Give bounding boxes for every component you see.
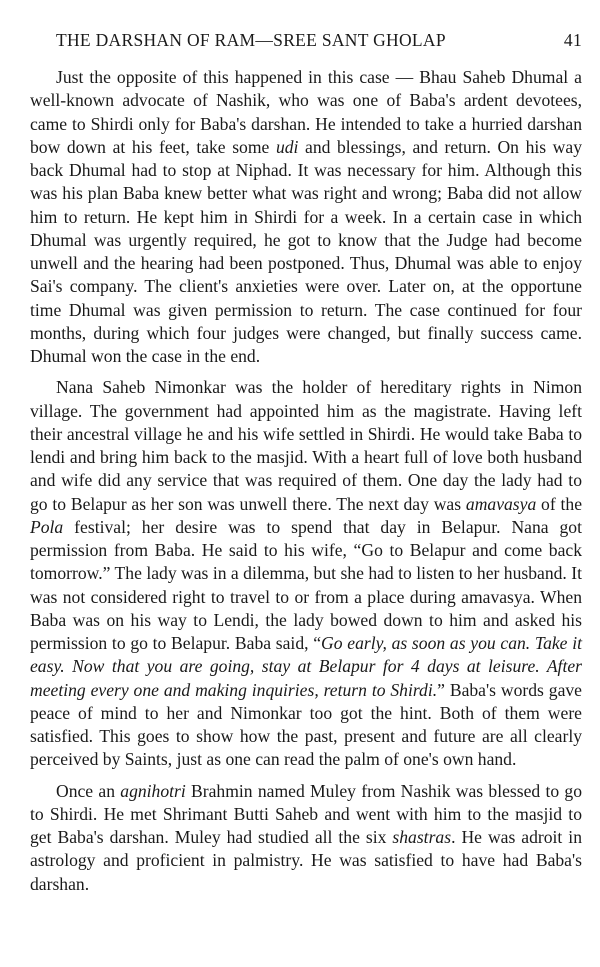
paragraph-muley: Once an agnihotri Brahmin named Muley from Nashik was blessed to go to Shirdi. He met Shrimant Butti Saheb and went with him to the masjid to get Baba's darshan. Muley had studied all the six shastras. He was adroit in astrology and proficient in palmistry. He was satisfied to have had Baba's darshan.	[30, 780, 583, 894]
book-page	[30, 30, 582, 904]
running-header	[30, 30, 582, 56]
page-number: 41	[563, 30, 582, 50]
paragraph-nimonkar: Nana Saheb Nimonkar was the holder of hereditary rights in Nimon village. The government had appointed him as the magistrate. Having left their ancestral village he and his wife settled in Shirdi. He would take Baba to lendi and bring him back to the masjid. With a heart full of love both husband and wife did any service that was required of them. One day the lady had to go to Belapur as her son was unwell there. The next day was amavasya of the Pola festival; her desire was to spend that day in Belapur. Nana got permission from Baba. He said to his wife, “Go to Belapur and come back tomorrow.” The lady was in a dilemma, but she had to listen to her husband. It was not considered right to travel to or from a place during amavasya. When Baba was on his way to Lendi, the lady bowed down to him and asked his permission to go to Belapur. Baba said, “Go early, as soon as you can. Take it easy. Now that you are going, stay at Belapur for 4 days at leisure. After meeting every one and making inquiries, return to Shirdi.” Baba's words gave peace of mind to her and Nimonkar too got the hint. Both of them were satisfied. This goes to show how the past, present and future are all clearly perceived by Saints, just as one can read the palm of one's own hand.	[30, 377, 583, 770]
paragraph-dhumal: Just the opposite of this happened in this case — Bhau Saheb Dhumal a well-known advocate of Nashik, who was one of Baba's ardent devotees, came to Shirdi only for Baba's darshan. He intended to take a hurried darshan bow down at his feet, take some udi and blessings, and return. On his way back Dhumal had to stop at Niphad. It was necessary for him. Although this was his plan Baba knew better what was right and wrong; Baba did not allow him to return. He kept him in Shirdi for a week. In a certain case in which Dhumal was urgently required, he got to know that the Judge had become unwell and the hearing had been postponed. Thus, Dhumal was able to enjoy Sai's company. The client's anxieties were over. Later on, at the opportune time Dhumal was given permission to return. The case continued for four months, during which four judges were changed, but finally success came. Dhumal won the case in the end.	[30, 67, 582, 366]
chapter-title: THE DARSHAN OF RAM—SREE SANT GHOLAP	[56, 30, 446, 50]
